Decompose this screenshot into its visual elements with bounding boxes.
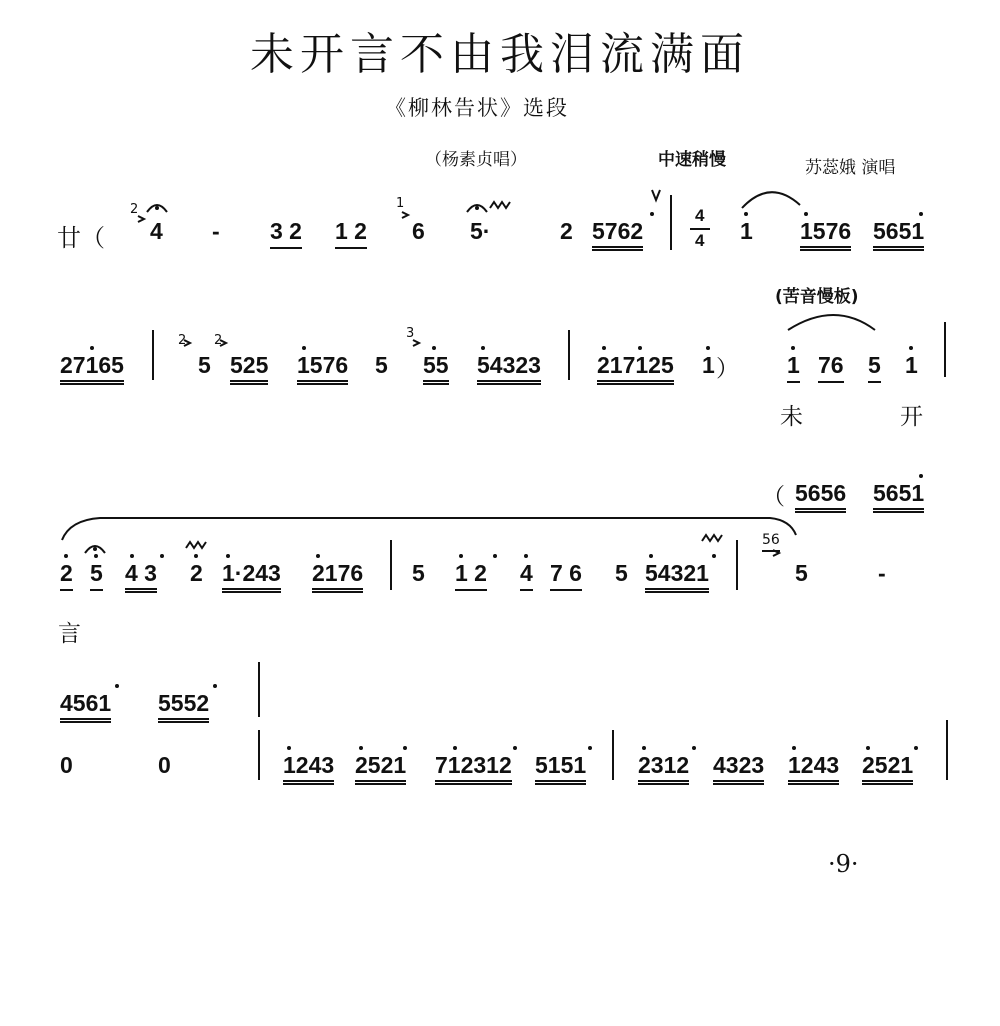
note-group: 1243: [788, 752, 839, 785]
grace-mark: [220, 340, 226, 346]
tempo-marking: 中速稍慢: [658, 150, 726, 170]
time-signature-top: 4: [695, 206, 705, 225]
lyric: 言: [58, 621, 81, 647]
grace-note: 3: [406, 326, 415, 341]
note-group: 3 2: [270, 218, 302, 249]
note-group: 5762: [592, 218, 643, 251]
rest: 0: [158, 752, 171, 778]
note-group: 4 3: [125, 560, 157, 593]
note-group: 5: [868, 352, 881, 383]
note-group: 1·243: [222, 560, 281, 593]
note-group: 5651: [873, 480, 924, 513]
note: 2: [560, 218, 573, 244]
tempo-marking-2: (苦音慢板): [775, 287, 859, 307]
lyric: 未: [780, 404, 803, 430]
rest: 0: [60, 752, 73, 778]
note-group: 1: [787, 352, 800, 383]
note: 5: [795, 560, 808, 586]
mordent: [490, 202, 510, 208]
slur: [62, 518, 796, 540]
note: 4: [150, 218, 163, 244]
note-group: 1576: [297, 352, 348, 385]
note: 6: [412, 218, 425, 244]
note-group: 5151: [535, 752, 586, 785]
note-group: 1243: [283, 752, 334, 785]
note-group: 2176: [312, 560, 363, 593]
grace-mark: [184, 340, 190, 346]
note-group: 55: [423, 352, 449, 385]
grace-note: 1: [396, 196, 405, 211]
slur: [788, 315, 875, 330]
note-group: 217125: [597, 352, 674, 385]
slur: [742, 192, 800, 208]
note-group: 5552: [158, 690, 209, 723]
mordent: [702, 535, 722, 541]
note-group: 76: [818, 352, 844, 383]
line1-prefix: 廿（: [57, 225, 105, 252]
bracket-close: ）: [716, 355, 739, 381]
page-number: ·9·: [828, 850, 859, 878]
note: 5: [198, 352, 211, 378]
note-group: 27165: [60, 352, 124, 385]
note: 5: [90, 560, 103, 591]
note: 1: [740, 218, 753, 244]
note-group: 54323: [477, 352, 541, 385]
note-group: 54321: [645, 560, 709, 593]
breath-mark: [652, 190, 660, 200]
grace-mark: [773, 550, 779, 556]
note-group: 1 2: [455, 560, 487, 591]
mordent: [186, 542, 206, 548]
note: 4: [520, 560, 533, 591]
singer-note: （杨素贞唱）: [425, 150, 527, 170]
note-group: 4323: [713, 752, 764, 785]
lyric: 开: [900, 404, 923, 430]
note-group: 1576: [800, 218, 851, 251]
grace-note: 2: [178, 333, 187, 348]
note-group: 7 6: [550, 560, 582, 591]
note: 2: [190, 560, 203, 586]
note: 2: [60, 560, 73, 591]
grace-mark: [413, 340, 419, 346]
note: 5: [375, 352, 388, 378]
note: 1: [702, 352, 715, 378]
grace-note: 2: [130, 202, 139, 217]
dash: -: [212, 218, 220, 244]
note: 1: [905, 352, 918, 378]
subtitle: 《柳林告状》选段: [385, 96, 569, 120]
note-group: 5651: [873, 218, 924, 251]
performer-credit: 苏蕊娥 演唱: [805, 158, 896, 178]
note-group: 2312: [638, 752, 689, 785]
note-group: 525: [230, 352, 268, 385]
note-group: 712312: [435, 752, 512, 785]
grace-note: 2: [214, 333, 223, 348]
grace-note: 56: [762, 532, 780, 552]
note-group: 4561: [60, 690, 111, 723]
note: 5: [412, 560, 425, 586]
page-title: 未开言不由我泪流满面: [250, 29, 750, 80]
time-signature-bottom: 4: [695, 231, 705, 250]
grace-mark: [138, 216, 144, 222]
note: 5·: [470, 218, 491, 244]
dash: -: [878, 560, 886, 586]
note-group: 1 2: [335, 218, 367, 249]
grace-mark: [402, 212, 408, 218]
bracket-open: （: [762, 483, 785, 509]
note-group: 2521: [862, 752, 913, 785]
note: 5: [615, 560, 628, 586]
note-group: 2521: [355, 752, 406, 785]
note-group: 5656: [795, 480, 846, 513]
